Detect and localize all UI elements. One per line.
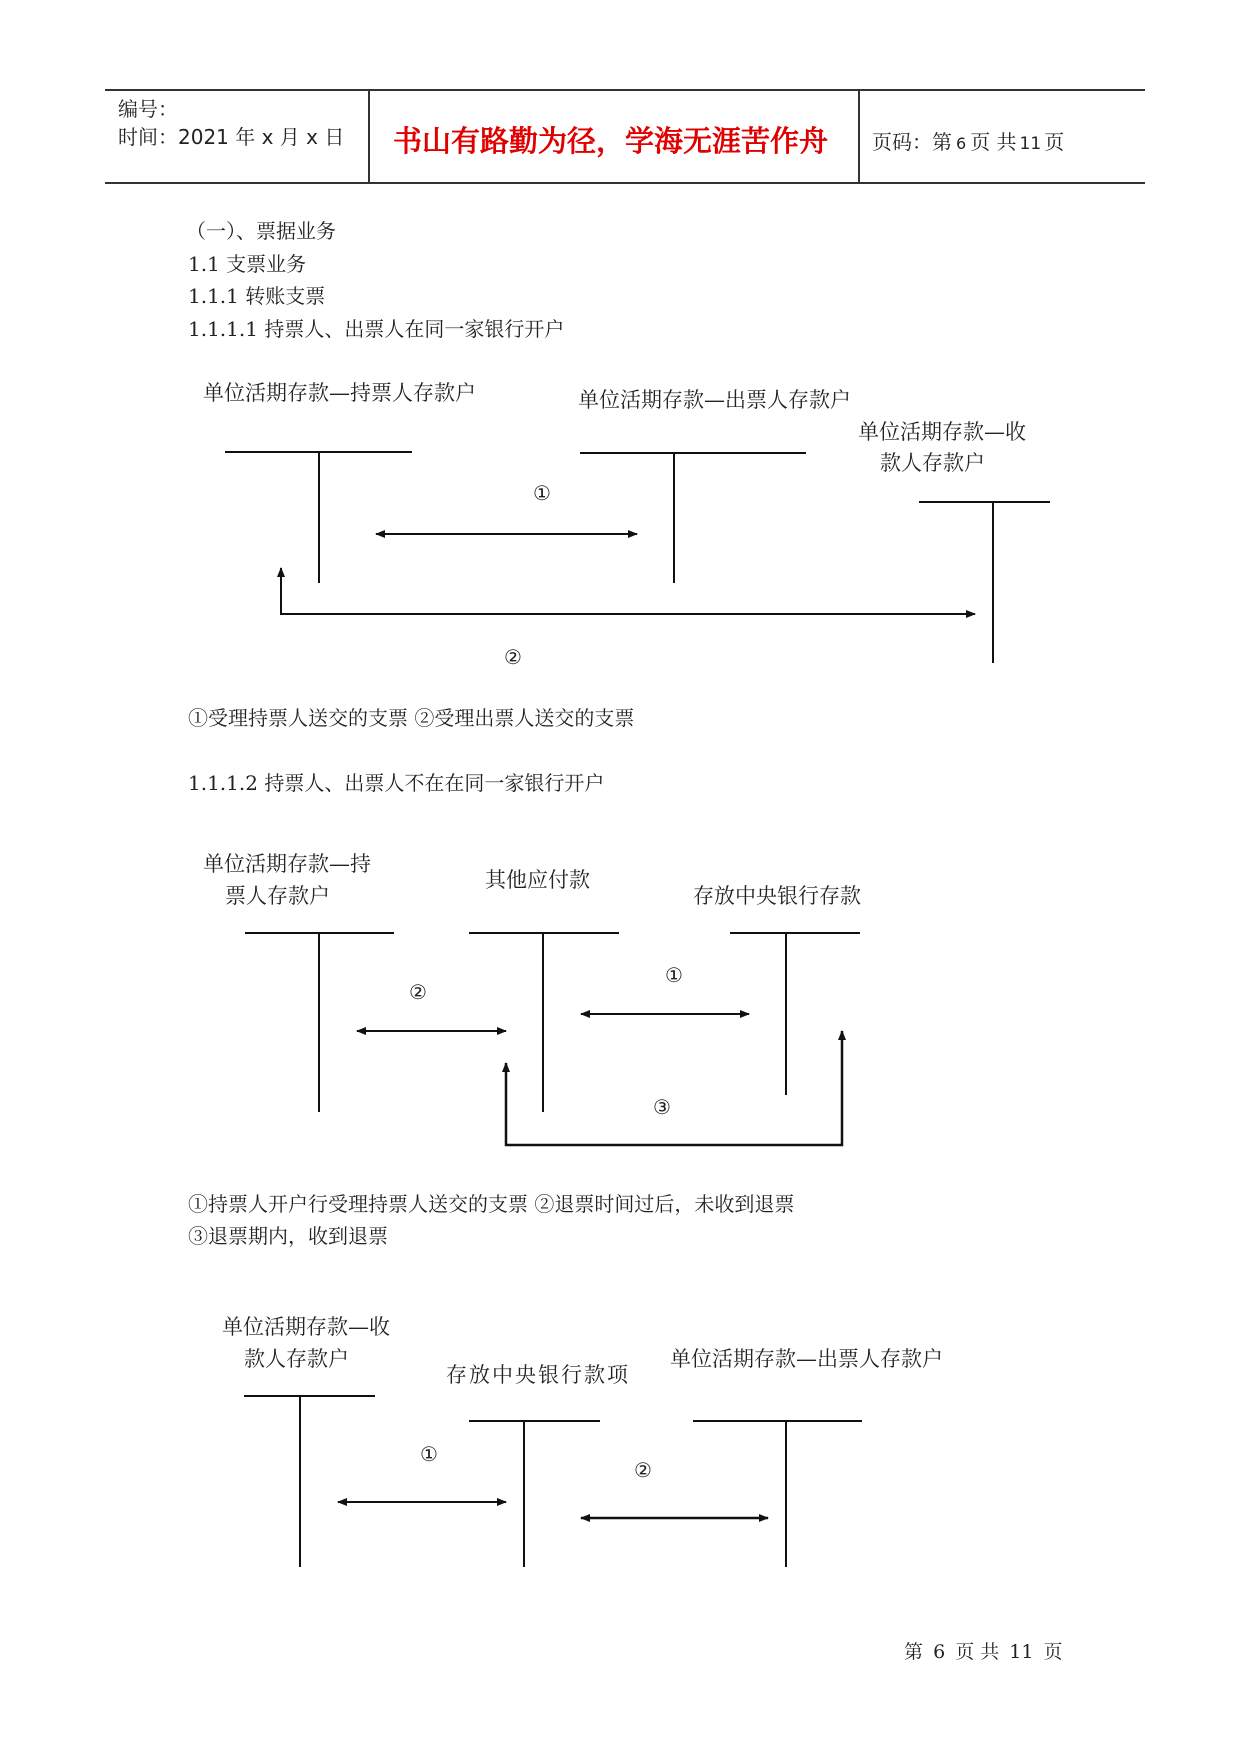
t-account-drawer [693,1421,862,1567]
heading-transfer-cheque: 1.1.1 转账支票 [188,284,326,308]
document-number-label: 编号： [118,97,178,121]
footer-page-number: 6 [933,1641,946,1663]
account-central-bank-label: 存放中央银行款项 [446,1363,630,1387]
account-payee-label-line1: 单位活期存款—收 [858,420,1026,444]
footer-page-suffix: 页 [1043,1641,1063,1663]
header-page-number: 6 [956,134,967,153]
header-page-suffix: 页 [1044,130,1065,154]
diagram-different-bank-caption-line1: ①持票人开户行受理持票人送交的支票 ②退票时间过后，未收到退票 [188,1192,795,1216]
diagram-different-bank-caption-line2: ③退票期内，收到退票 [188,1224,388,1248]
step-2-marker: ② [409,980,427,1004]
footer-page-prefix: 第 [904,1641,924,1663]
step-3-marker: ③ [653,1095,671,1119]
step-1-marker: ① [665,963,683,987]
account-holder-label-line1: 单位活期存款—持 [203,852,371,876]
footer-page-total: 11 [1009,1641,1034,1663]
account-payee-label-line1: 单位活期存款—收 [222,1315,390,1339]
step-1-marker: ① [420,1442,438,1466]
account-other-payables-label: 其他应付款 [485,868,590,892]
diagram-same-bank-caption: ①受理持票人送交的支票 ②受理出票人送交的支票 [188,706,635,730]
document-time-label: 时间：2021 年 x 月 x 日 [118,125,345,149]
heading-same-bank: 1.1.1.1 持票人、出票人在同一家银行开户 [188,317,565,341]
header-motto: 书山有路勤为径，学海无涯苦作舟 [393,124,829,158]
header-page-prefix: 页码：第 [872,130,952,154]
account-holder-label-line2: 票人存款户 [225,884,330,908]
account-payee-label-line2: 款人存款户 [880,451,985,475]
account-drawer-label: 单位活期存款—出票人存款户 [578,388,851,412]
step-1-marker: ① [533,481,551,505]
t-account-central-bank [469,1421,600,1567]
t-account-payee [244,1396,375,1567]
heading-cheque-business: 1.1 支票业务 [188,252,307,276]
account-central-bank-label: 存放中央银行存款 [693,884,861,908]
footer-page-mid: 页 共 [955,1641,1000,1663]
header-page-total: 11 [1019,134,1042,154]
page-footer [904,1637,1063,1664]
header-page-mid: 页 共 [970,130,1017,154]
step-2-marker: ② [634,1458,652,1482]
account-payee-label-line2: 款人存款户 [244,1347,349,1371]
step-2-marker: ② [504,645,522,669]
heading-bill-business: （一）、票据业务 [186,219,336,243]
heading-different-bank: 1.1.1.2 持票人、出票人不在在同一家银行开户 [188,771,605,795]
account-holder-label: 单位活期存款—持票人存款户 [203,381,476,405]
account-drawer-label: 单位活期存款—出票人存款户 [670,1347,943,1371]
